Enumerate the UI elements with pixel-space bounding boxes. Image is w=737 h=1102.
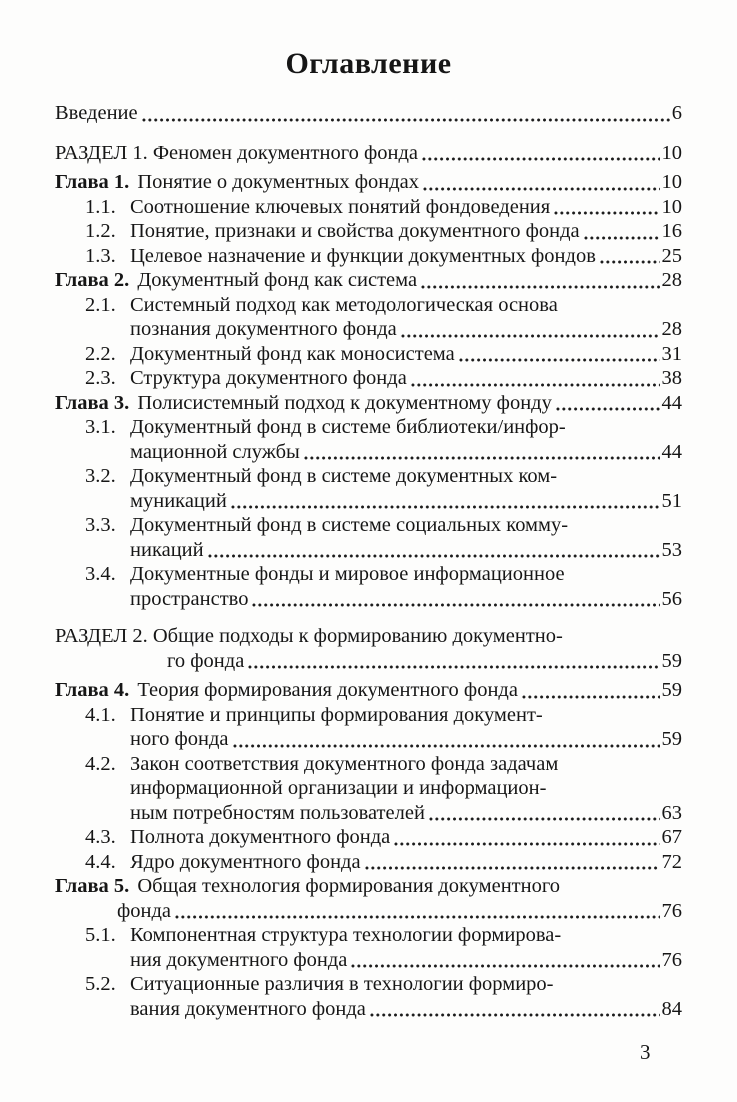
toc-entry-text: Понятие, признаки и свойства документного фонда: [130, 220, 580, 242]
toc-row: [55, 195, 682, 220]
toc-chapter-label: Глава 1.: [55, 171, 130, 193]
toc-row: [55, 923, 682, 948]
toc-list: [55, 101, 682, 1021]
toc-page-number: 63: [661, 801, 682, 824]
dot-leader: [521, 693, 660, 701]
toc-page-number: 10: [661, 195, 682, 218]
toc-row: [55, 825, 682, 850]
toc-page-number: 59: [661, 679, 682, 701]
dot-leader: [207, 552, 660, 560]
toc-entry-text: Ситуационные различия в технологии формиро-: [130, 973, 554, 995]
dot-leader: [599, 258, 660, 266]
toc-row: [55, 703, 682, 728]
toc-row: [55, 649, 682, 674]
toc-entry-text: го фонда: [167, 649, 245, 672]
toc-entry-text: Закон соответствия документного фонда задачам: [130, 752, 559, 775]
toc-entry-text: Документный фонд как система: [137, 269, 418, 291]
toc-entry-number: 2.1.: [85, 293, 116, 316]
toc-entry-number: 3.2.: [85, 465, 116, 487]
toc-page-number: 28: [661, 269, 682, 291]
toc-entry-text: Ядро документного фонда: [130, 850, 361, 873]
toc-row: [55, 513, 682, 538]
dot-leader: [251, 601, 659, 609]
toc-entry-text: вания документного фонда: [130, 997, 366, 1020]
toc-entry-text: РАЗДЕЛ 2. Общие подходы к формированию документно-: [55, 625, 563, 647]
toc-row: [55, 219, 682, 244]
toc-chapter-label: Глава 5.: [55, 875, 130, 897]
toc-entry-text: Целевое назначение и функции документных фондов: [130, 244, 596, 267]
toc-row: [55, 293, 682, 318]
dot-leader: [422, 185, 659, 193]
toc-row: [55, 317, 682, 342]
toc-row: [55, 801, 682, 826]
toc-entry-text: Документный фонд как моносистема: [130, 342, 455, 365]
toc-row: [55, 776, 682, 801]
toc-chapter-label: Глава 2.: [55, 269, 130, 291]
dot-leader: [428, 815, 660, 823]
dot-leader: [393, 840, 659, 848]
toc-entry-number: 4.2.: [85, 752, 116, 775]
toc-entry-number: 4.4.: [85, 850, 116, 873]
dot-leader: [583, 234, 660, 242]
toc-entry-number: 1.3.: [85, 244, 116, 267]
dot-leader: [369, 1011, 660, 1019]
toc-entry-text: Общая технология формирования документного: [137, 875, 561, 897]
toc-row: [55, 948, 682, 973]
toc-row: [55, 101, 682, 126]
dot-leader: [364, 864, 660, 872]
toc-entry-text: познания документного фонда: [130, 318, 397, 340]
toc-row: [55, 874, 682, 899]
toc-row: [55, 678, 682, 703]
toc-entry-number: 2.2.: [85, 342, 116, 365]
toc-entry-text: ным потребностям пользователей: [130, 801, 425, 824]
toc-row: [55, 244, 682, 269]
toc-row: [55, 391, 682, 416]
toc-entry-text: Документные фонды и мировое информационное: [130, 563, 565, 585]
dot-leader: [410, 381, 660, 389]
dot-leader: [174, 913, 659, 921]
toc-page-number: 76: [661, 899, 682, 922]
toc-row: [55, 440, 682, 465]
dot-leader: [555, 405, 660, 413]
toc-page-number: 6: [671, 102, 682, 124]
toc-row: [55, 489, 682, 514]
toc-chapter-label: Глава 4.: [55, 679, 130, 701]
toc-row: [55, 850, 682, 875]
toc-entry-text: Структура документного фонда: [130, 367, 407, 389]
page-title: Оглавление: [285, 47, 452, 80]
toc-entry-text: пространство: [130, 587, 249, 610]
dot-leader: [421, 155, 659, 163]
dot-leader: [247, 663, 659, 671]
toc-entry-text: муникаций: [130, 489, 227, 512]
toc-entry-text: Системный подход как методологическая основа: [130, 293, 558, 316]
toc-row: [55, 972, 682, 997]
toc-row: [55, 587, 682, 612]
toc-page-number: 28: [661, 318, 682, 340]
toc-entry-text: Теория формирования документного фонда: [137, 679, 518, 701]
toc-entry-number: 1.2.: [85, 220, 116, 242]
toc-row: [55, 268, 682, 293]
dot-leader: [553, 209, 659, 217]
toc-page-number: 10: [661, 171, 682, 193]
toc-row: [55, 997, 682, 1022]
toc-entry-text: ного фонда: [130, 728, 229, 750]
toc-row: [55, 342, 682, 367]
toc-entry-text: Документный фонд в системе социальных комму-: [130, 514, 569, 536]
toc-row: [55, 464, 682, 489]
toc-entry-number: 2.3.: [85, 367, 116, 389]
toc-row: [55, 141, 682, 166]
page-number: 3: [640, 1040, 651, 1064]
toc-entry-number: 4.3.: [85, 826, 116, 848]
dot-leader: [400, 332, 660, 340]
toc-row: [55, 752, 682, 777]
toc-entry-text: мационной службы: [130, 440, 300, 463]
toc-page-number: 59: [661, 649, 682, 672]
toc-entry-text: ния документного фонда: [130, 948, 348, 971]
toc-row: [55, 415, 682, 440]
toc-entry-text: Документный фонд в системе документных ком-: [130, 465, 558, 487]
toc-row: [55, 366, 682, 391]
toc-row: [55, 562, 682, 587]
toc-entry-text: Соотношение ключевых понятий фондоведения: [130, 195, 551, 218]
dot-leader: [303, 454, 660, 462]
toc-entry-text: Компонентная структура технологии формирова-: [130, 924, 562, 946]
toc-entry-text: никаций: [130, 538, 204, 561]
toc-row: [55, 538, 682, 563]
toc-page-number: 44: [661, 391, 682, 414]
toc-page-number: 10: [661, 141, 682, 164]
toc-entry-text: РАЗДЕЛ 1. Феномен документного фонда: [55, 141, 419, 164]
toc-page-number: 38: [661, 367, 682, 389]
toc-page-number: 67: [661, 826, 682, 848]
toc-entry-text: Введение: [55, 102, 138, 124]
toc-page-number: 51: [661, 489, 682, 512]
toc-entry-number: 5.1.: [85, 924, 116, 946]
toc-entry-text: Понятие и принципы формирования документ-: [130, 703, 543, 726]
dot-leader: [350, 962, 659, 970]
toc-page-number: 16: [661, 220, 682, 242]
toc-page-number: 53: [661, 538, 682, 561]
toc-page-number: 25: [661, 244, 682, 267]
toc-row: [55, 899, 682, 924]
toc-page-number: 76: [661, 948, 682, 971]
toc-page-number: 56: [661, 587, 682, 610]
toc-row: [55, 170, 682, 195]
dot-leader: [141, 116, 670, 124]
toc-entry-text: информационной организации и информацион-: [130, 777, 547, 799]
toc-page-number: 59: [661, 728, 682, 750]
toc-entry-text: Полнота документного фонда: [130, 826, 391, 848]
toc-entry-text: Документный фонд в системе библиотеки/инфор-: [130, 416, 566, 438]
toc-row: [55, 624, 682, 649]
dot-leader: [230, 503, 660, 511]
dot-leader: [420, 283, 659, 291]
toc-entry-text: фонда: [117, 899, 172, 922]
toc-entry-number: 3.3.: [85, 514, 116, 536]
toc-page-number: 31: [661, 342, 682, 365]
toc-entry-number: 3.4.: [85, 563, 116, 585]
toc-page-number: 84: [661, 997, 682, 1020]
toc-entry-text: Понятие о документных фондах: [137, 171, 420, 193]
dot-leader: [458, 356, 660, 364]
toc-page-number: 72: [661, 850, 682, 873]
toc-chapter-label: Глава 3.: [55, 391, 130, 414]
toc-page-number: 44: [661, 440, 682, 463]
dot-leader: [232, 742, 660, 750]
toc-row: [55, 727, 682, 752]
toc-entry-text: Полисистемный подход к документному фонду: [137, 391, 552, 414]
toc-entry-number: 1.1.: [85, 195, 116, 218]
toc-entry-number: 3.1.: [85, 416, 116, 438]
toc-entry-number: 5.2.: [85, 973, 116, 995]
toc-entry-number: 4.1.: [85, 703, 116, 726]
